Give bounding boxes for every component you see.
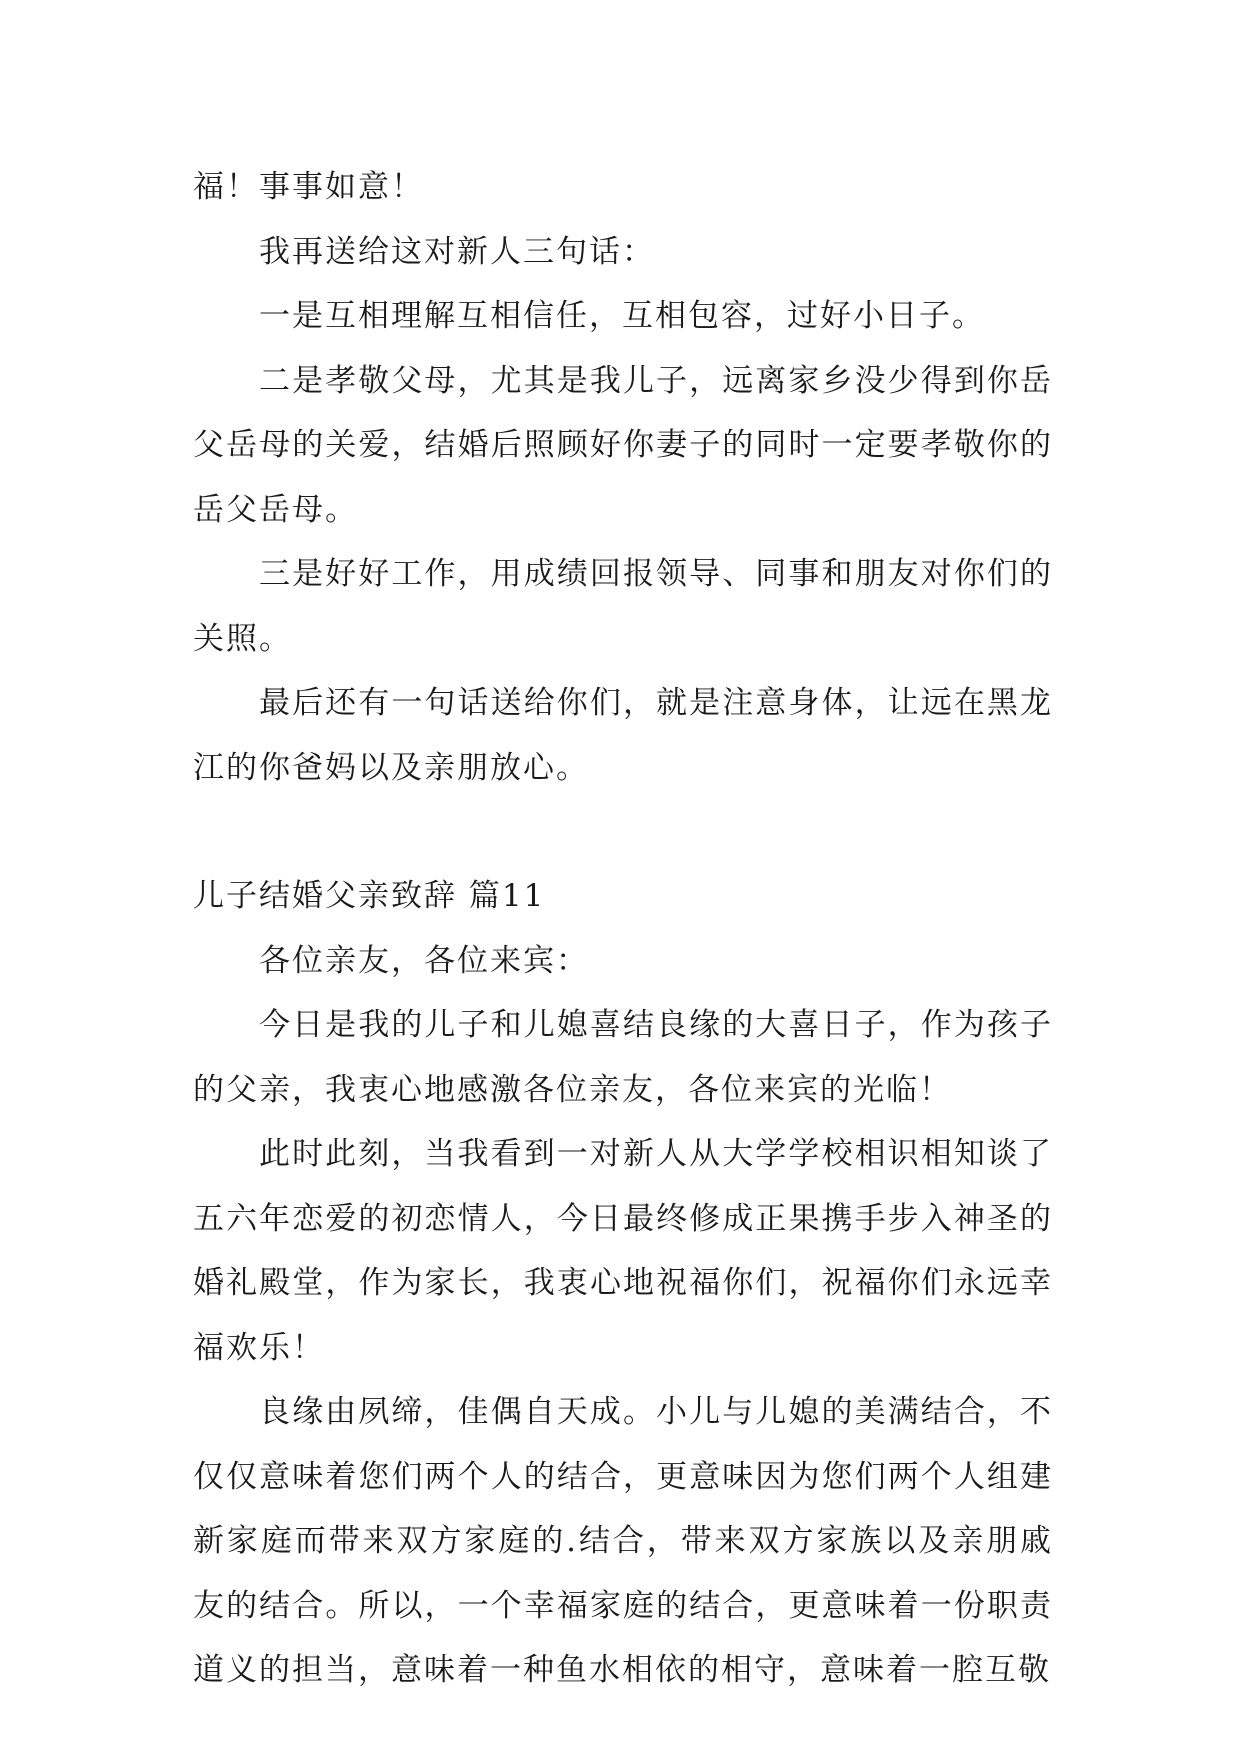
paragraph-blessing: 此时此刻，当我看到一对新人从大学学校相识相知谈了五六年恋爱的初恋情人，今日最终修成正果携手步入神圣的婚礼殿堂，作为家长，我衷心地祝福你们，祝福你们永远幸福欢乐！ xyxy=(193,1136,1053,1366)
paragraph-third-advice: 三是好好工作，用成绩回报领导、同事和朋友对你们的关照。 xyxy=(193,556,1053,657)
section-heading: 儿子结婚父亲致辞 篇11 xyxy=(193,878,546,914)
section-gap xyxy=(193,800,1053,864)
paragraph-first-advice: 一是互相理解互相信任，互相包容，过好小日子。 xyxy=(259,298,985,334)
paragraph-continuation: 福！事事如意！ xyxy=(193,169,424,205)
paragraph-final-words: 最后还有一句话送给你们，就是注意身体，让远在黑龙江的你爸妈以及亲朋放心。 xyxy=(193,685,1053,786)
paragraph-second-advice: 二是孝敬父母，尤其是我儿子，远离家乡没少得到你岳父岳母的关爱，结婚后照顾好你妻子的同时一定要孝敬你的岳父岳母。 xyxy=(193,362,1053,528)
paragraph-three-sentences-intro: 我再送给这对新人三句话： xyxy=(259,233,655,270)
document-body xyxy=(193,155,1053,1703)
paragraph-good-match: 良缘由夙缔，佳偶自天成。小儿与儿媳的美满结合，不仅仅意味着您们两个人的结合，更意味因为您们两个人组建新家庭而带来双方家庭的.结合，带来双方家族以及亲朋戚友的结合。所以，一个幸福家庭的结合，更意味着一份职责道义的担当，意味着一种鱼水相依的相守，意味着一腔互敬 xyxy=(193,1394,1053,1688)
paragraph-thanks: 今日是我的儿子和儿媳喜结良缘的大喜日子，作为孩子的父亲，我衷心地感激各位亲友，各位来宾的光临！ xyxy=(193,1007,1053,1108)
paragraph-salutation: 各位亲友，各位来宾： xyxy=(259,942,589,979)
